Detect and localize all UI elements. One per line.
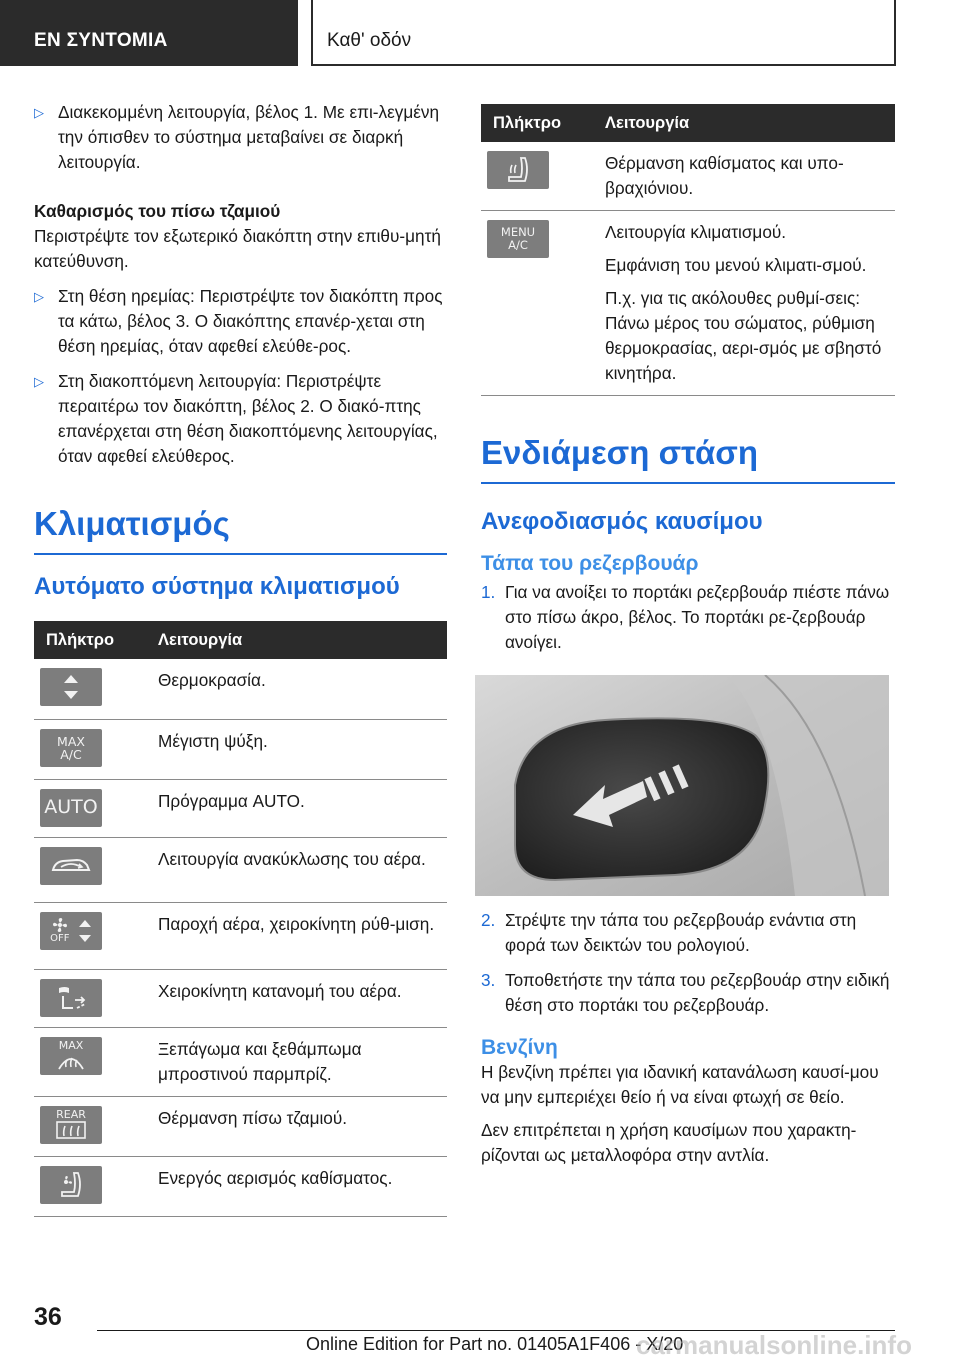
table-row [34,779,447,837]
list-item: 3. Τοποθετήστε την τάπα του ρεζερβουάρ στην ειδική θέση στο πορτάκι του ρεζερβουάρ. [481,970,890,1015]
function-text: Θέρμανση καθίσματος και υπο-βραχιόνιου. [605,142,895,211]
rear-wiper-heading: Καθαρισμός του πίσω τζαμιού [34,201,281,221]
list-item: 2. Στρέψτε την τάπα του ρεζερβουάρ ενάντια στη φορά των δεικτών του ρολογιού. [481,910,857,955]
right-column [481,104,895,1168]
rear-defrost-icon: REAR [40,1106,102,1144]
recirculation-icon [40,847,102,885]
function-text: Λειτουργία κλιματισμού. Εμφάνιση του μενού κλιματι-σμού. Π.χ. για τις ακόλουθες ρυθμί-σεις: Πάνω μέρος του σώματος, ρύθμιση θερμοκρασίας, αερι-σμός με σβηστό κινητήρα. [605,211,895,396]
petrol-text-2: Δεν επιτρέπεται η χρήση καυσίμων που χαρακτη-ρίζονται ως μεταλλοφόρα στην αντλία. [481,1120,857,1165]
page-number: 36 [34,1303,62,1331]
list-item: 1. Για να ανοίξει το πορτάκι ρεζερβουάρ πιέστε πάνω στο πίσω άκρο, βέλος. Το πορτάκι ρε-ζερβουάρ ανοίγει. [481,582,890,652]
list-item: ▷ Στη θέση ηρεμίας: Περιστρέψτε τον διακόπτη προς τα κάτω, βέλος 3. Ο διακόπτης επανέρ-χεται στη θέση ηρεμίας, όταν αφεθεί ελεύθε-ρος. [34,286,443,356]
section-heading-stop: Ενδιάμεση στάση [481,434,895,484]
function-text: Ενεργός αερισμός καθίσματος. [158,1156,447,1216]
table-row [34,659,447,719]
section-heading-climate: Κλιματισμός [34,505,447,555]
table-row [34,902,447,969]
fuel-flap-photo [475,675,889,896]
function-text: Μέγιστη ψύξη. [158,719,447,779]
function-text: Ξεπάγωμα και ξεθάμπωμα μπροστινού παρμπρίζ. [158,1027,447,1096]
auto-icon: AUTO [40,789,102,827]
table-row [34,969,447,1027]
max-ac-icon: MAX A/C [40,729,102,767]
climate-keys-table [34,621,447,1217]
triangle-bullet-icon: ▷ [34,105,44,120]
list-item: ▷ Διακεκομμένη λειτουργία, βέλος 1. Με επι-λεγμένη την όπισθεν το σύστημα μεταβαίνει σε διαρκή λειτουργία. [34,102,440,172]
heading-petrol: Βενζίνη [481,1036,558,1059]
function-text: Χειροκίνητη κατανομή του αέρα. [158,969,447,1027]
petrol-text-1: Η βενζίνη πρέπει για ιδανική κατανάλωση καυσί-μου να μην εμπεριέχει θείο ή να είναι φτωχή σε θείο. [481,1062,879,1107]
table-row [34,1027,447,1096]
rear-wiper-text: Περιστρέψτε τον εξωτερικό διακόπτη στην επιθυ-μητή κατεύθυνση. [34,226,441,271]
table-header-function: Λειτουργία [605,104,895,142]
triangle-bullet-icon: ▷ [34,289,44,304]
table-row [34,1156,447,1216]
heading-fuel-flap: Τάπα του ρεζερβουάρ [481,552,699,575]
table-header-key: Πλήκτρο [481,104,605,142]
function-text: Παροχή αέρα, χειροκίνητη ρύθ-μιση. [158,902,447,969]
table-row [481,142,895,211]
table-row [34,1096,447,1156]
subsection-heading-refuelling: Ανεφοδιασμός καυσίμου [481,508,763,535]
triangle-bullet-icon: ▷ [34,374,44,389]
function-text: Θερμοκρασία. [158,659,447,719]
table-row [34,719,447,779]
seat-heating-icon [487,151,549,189]
function-text: Πρόγραμμα AUTO. [158,779,447,837]
edition-footer: Online Edition for Part no. 01405A1F406 - X/20 [306,1334,684,1354]
table-row [481,211,895,396]
section-tab: ΕΝ ΣΥΝΤΟΜΙΑ [0,0,298,66]
function-text: Λειτουργία ανακύκλωσης του αέρα. [158,837,447,902]
list-item: ▷ Στη διακοπτόμενη λειτουργία: Περιστρέψτε περαιτέρω τον διακόπτη, βέλος 2. Ο διακό-πτης επανέρχεται στη θέση διακοπτόμενης λειτουργίας, όταν αφεθεί ελεύθερος. [34,371,438,466]
table-header-key: Πλήκτρο [34,621,158,659]
menu-ac-icon: MENU A/C [487,220,549,258]
seat-ventilation-icon [40,1166,102,1204]
table-row [34,837,447,902]
function-text: Θέρμανση πίσω τζαμιού. [158,1096,447,1156]
fan-off-icon: OFF [40,912,102,950]
left-column [34,100,447,1217]
table-header-function: Λειτουργία [158,621,447,659]
max-defrost-icon: MAX [40,1037,102,1075]
watermark-logo: carmanualsonline.info [636,1330,912,1360]
air-distribution-icon [40,979,102,1017]
seat-keys-table [481,104,895,396]
temperature-arrows-icon [40,668,102,706]
chapter-title: Καθ' οδόν [311,0,896,66]
subsection-heading-auto-ac: Αυτόματο σύστημα κλιματισμού [34,573,400,600]
